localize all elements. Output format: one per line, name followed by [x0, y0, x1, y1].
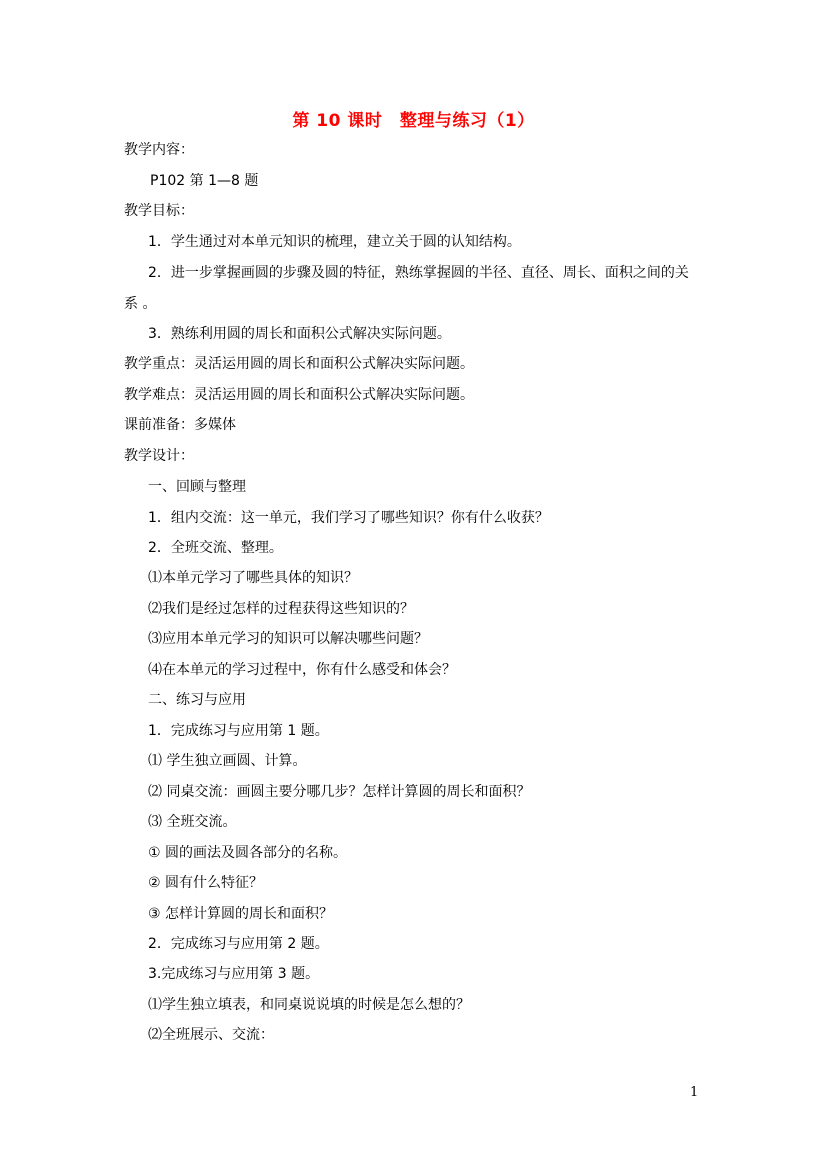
- practice-subitem-2: ⑵ 同桌交流：画圆主要分哪几步？怎样计算圆的周长和面积？: [148, 784, 531, 800]
- review-item-1: 1．组内交流：这一单元，我们学习了哪些知识？你有什么收获？: [148, 510, 549, 526]
- page-title: 第 10 课时 整理与练习（1）: [292, 111, 535, 131]
- class-preparation: 课前准备：多媒体: [124, 417, 236, 433]
- review-subitem-2: ⑵我们是经过怎样的过程获得这些知识的？: [148, 601, 414, 617]
- practice-item-3-sub-1: ⑴学生独立填表，和同桌说说填的时候是怎么想的？: [148, 997, 470, 1013]
- practice-item-3-sub-2: ⑵全班展示、交流：: [148, 1027, 274, 1043]
- practice-point-1: ① 圆的画法及圆各部分的名称。: [148, 845, 348, 861]
- goal-item-2-continued: 系 。: [124, 296, 157, 312]
- review-subitem-4: ⑷在本单元的学习过程中，你有什么感受和体会？: [148, 662, 456, 678]
- section-practice: 二、练习与应用: [148, 692, 246, 708]
- review-subitem-1: ⑴本单元学习了哪些具体的知识？: [148, 570, 358, 586]
- page-number: 1: [690, 1085, 699, 1100]
- teaching-difficulty: 教学难点：灵活运用圆的周长和面积公式解决实际问题。: [124, 387, 474, 403]
- practice-subitem-3: ⑶ 全班交流。: [148, 814, 237, 830]
- review-item-2: 2．全班交流、整理。: [148, 540, 283, 556]
- review-subitem-3: ⑶应用本单元学习的知识可以解决哪些问题？: [148, 631, 428, 647]
- practice-item-2: 2．完成练习与应用第 2 题。: [148, 936, 329, 952]
- practice-subitem-1: ⑴ 学生独立画圆、计算。: [148, 753, 307, 769]
- heading-teaching-design: 教学设计：: [124, 448, 194, 464]
- practice-point-3: ③ 怎样计算圆的周长和面积？: [148, 906, 334, 922]
- practice-item-1: 1．完成练习与应用第 1 题。: [148, 723, 329, 739]
- text-teaching-content: P102 第 1—8 题: [150, 173, 259, 189]
- heading-teaching-goals: 教学目标：: [124, 203, 194, 219]
- practice-item-3: 3.完成练习与应用第 3 题。: [148, 966, 320, 982]
- goal-item-2: 2．进一步掌握画圆的步骤及圆的特征，熟练掌握圆的半径、直径、周长、面积之间的关: [148, 265, 689, 281]
- practice-point-2: ② 圆有什么特征？: [148, 875, 264, 891]
- teaching-focus: 教学重点：灵活运用圆的周长和面积公式解决实际问题。: [124, 356, 474, 372]
- heading-teaching-content: 教学内容：: [124, 142, 194, 158]
- section-review: 一、回顾与整理: [148, 479, 246, 495]
- goal-item-1: 1．学生通过对本单元知识的梳理，建立关于圆的认知结构。: [148, 234, 521, 250]
- goal-item-3: 3．熟练利用圆的周长和面积公式解决实际问题。: [148, 326, 451, 342]
